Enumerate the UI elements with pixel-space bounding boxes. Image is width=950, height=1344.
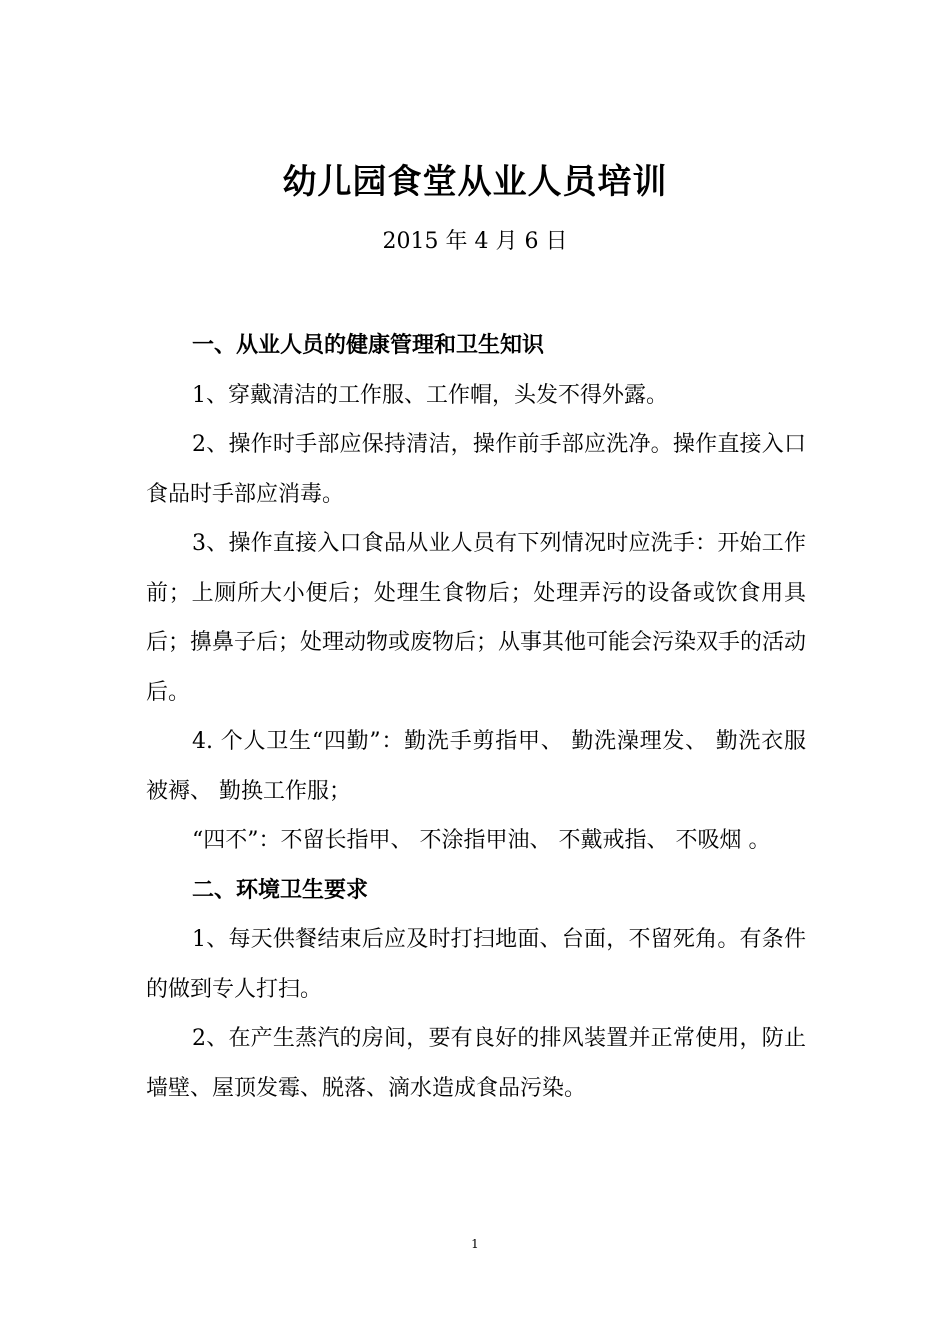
page-number: 1 [471,1237,479,1251]
document-date: 2015 年 4 月 6 日 [382,229,568,254]
paragraph-handwash-cases: 3、操作直接入口食品从业人员有下列情况时应洗手：开始工作前；上厕所大小便后；处理生食物后；处理弄污的设备或饮食用具后；擤鼻子后；处理动物或废物后；从事其他可能会污染双手的活动后。 [146,531,807,705]
paragraph-hand-clean: 2、操作时手部应保持清洁，操作前手部应洗净。操作直接入口食品时手部应消毒。 [146,432,806,507]
document-title: 幼儿园食堂从业人员培训 [282,162,668,202]
paragraph-four-diligence: 4. 个人卫生“四勤”：勤洗手剪指甲、 勤洗澡理发、 勤洗衣服被褥、 勤换工作服； [146,729,806,804]
paragraph-workwear: 1、穿戴清洁的工作服、工作帽，头发不得外露。 [192,382,668,408]
paragraph-daily-cleaning: 1、每天供餐结束后应及时打扫地面、台面，不留死角。有条件的做到专人打扫。 [146,927,806,1002]
section-heading-health: 一、从业人员的健康管理和卫生知识 [192,332,545,358]
section-heading-environment: 二、环境卫生要求 [192,876,369,903]
paragraph-four-donts: “四不”：不留长指甲、 不涂指甲油、 不戴戒指、 不吸烟 。 [192,828,771,853]
paragraph-ventilation: 2、在产生蒸汽的房间，要有良好的排风装置并正常使用，防止墙壁、屋顶发霉、脱落、滴水造成食品污染。 [146,1026,806,1101]
document-body [146,321,806,1113]
